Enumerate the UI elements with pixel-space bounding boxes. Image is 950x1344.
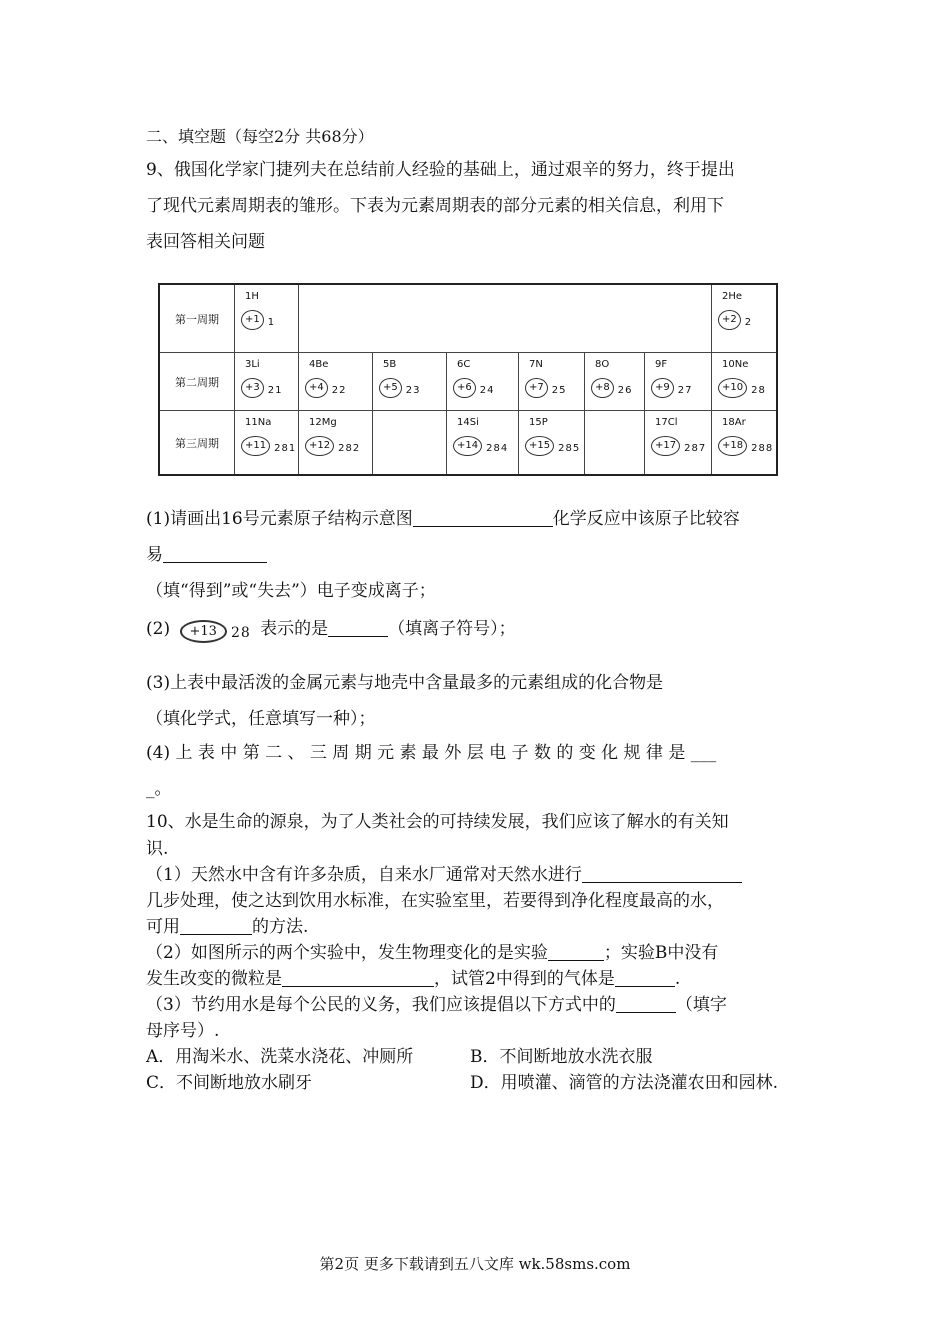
- element-label: 15P: [529, 417, 548, 428]
- atom-diagram: +18 288: [718, 433, 773, 459]
- element-label: 11Na: [245, 417, 272, 428]
- element-cell-Li: [235, 353, 299, 411]
- q9-part3-line2: （填化学式，任意填写一种）；: [146, 709, 376, 729]
- row-label-period1: 第一周期: [160, 285, 235, 353]
- answer-blank[interactable]: [413, 510, 553, 527]
- q10-part2-line2: 发生改变的微粒是 ，试管2中得到的气体是 .: [146, 969, 681, 989]
- answer-blank[interactable]: [163, 546, 267, 563]
- q9-line3: 表回答相关问题: [146, 232, 265, 252]
- element-cell-Ne: [712, 353, 776, 411]
- element-cell-Be: [299, 353, 373, 411]
- q9-line1: 9、俄国化学家门捷列夫在总结前人经验的基础上，通过艰辛的努力，终于提出: [146, 160, 735, 180]
- element-cell-B: [373, 353, 447, 411]
- element-cell-Cl: [645, 411, 712, 474]
- element-cell-P: [519, 411, 585, 474]
- element-label: 9F: [655, 359, 668, 370]
- atom-diagram: +5 23: [379, 375, 420, 401]
- option-b: B．不间断地放水洗衣服: [470, 1047, 653, 1067]
- answer-blank[interactable]: [582, 866, 742, 883]
- q10-line1: 10、水是生命的源泉，为了人类社会的可持续发展，我们应该了解水的有关知: [146, 812, 729, 832]
- answer-blank[interactable]: [180, 918, 252, 935]
- answer-blank[interactable]: [548, 944, 604, 961]
- q9-part4-line: (4) 上 表 中 第 二 、 三 周 期 元 素 最 外 层 电 子 数 的 变 化 规 律 是 ___: [146, 743, 717, 763]
- atom-diagram: +1 1: [241, 307, 275, 333]
- element-label: 1H: [245, 291, 259, 302]
- element-label: 18Ar: [722, 417, 746, 428]
- q9-part1-line3: （填“得到”或“失去”）电子变成离子；: [146, 581, 436, 601]
- atom-diagram: +8 26: [591, 375, 632, 401]
- element-cell-C: [447, 353, 519, 411]
- q10-part3-line2: 母序号）.: [146, 1021, 220, 1041]
- element-label: 17Cl: [655, 417, 678, 428]
- q10-part1-line2: 几步处理，使之达到饮用水标准，在实验室里，若要得到净化程度最高的水，: [146, 891, 724, 911]
- q10-part1-line3: 可用 的方法.: [146, 917, 309, 937]
- empty-cell: [585, 411, 645, 474]
- atom-diagram: +12 282: [305, 433, 360, 459]
- atom-diagram: +4 22: [305, 375, 346, 401]
- page-footer: 第2页 更多下载请到五八文库 wk.58sms.com: [319, 1255, 631, 1273]
- element-cell-O: [585, 353, 645, 411]
- element-label: 2He: [722, 291, 743, 302]
- q9-part4-line2: _。: [146, 779, 172, 799]
- element-cell-H: [235, 285, 299, 353]
- element-label: 10Ne: [722, 359, 749, 370]
- atom-diagram: +9 27: [651, 375, 692, 401]
- ion-structure-diagram: +13 28: [180, 620, 251, 640]
- atom-diagram: +11 281: [241, 433, 296, 459]
- element-label: 6C: [457, 359, 471, 370]
- row-label-period3: 第三周期: [160, 411, 235, 474]
- option-a: A．用淘米水、洗菜水浇花、冲厕所: [146, 1047, 414, 1067]
- element-cell-Si: [447, 411, 519, 474]
- atom-diagram: +15 285: [525, 433, 580, 459]
- element-cell-He: [712, 285, 776, 353]
- q10-part3-line: （3）节约用水是每个公民的义务，我们应该提倡以下方式中的 （填字: [146, 995, 727, 1015]
- option-c: C．不间断地放水刷牙: [146, 1073, 313, 1093]
- element-cell-Na: [235, 411, 299, 474]
- atom-diagram: +2 2: [718, 307, 752, 333]
- element-label: 7N: [529, 359, 543, 370]
- atom-diagram: +14 284: [453, 433, 508, 459]
- empty-cell: [299, 285, 712, 353]
- element-label: 4Be: [309, 359, 329, 370]
- answer-blank[interactable]: [616, 996, 676, 1013]
- atom-diagram: +17 287: [651, 433, 706, 459]
- q10-line2: 识.: [146, 839, 169, 859]
- row-label-period2: 第二周期: [160, 353, 235, 411]
- answer-blank[interactable]: [328, 620, 388, 637]
- element-label: 14Si: [457, 417, 479, 428]
- answer-blank[interactable]: [615, 970, 675, 987]
- empty-cell: [373, 411, 447, 474]
- section-title: 二、填空题（每空2分 共68分）: [146, 127, 374, 146]
- answer-blank[interactable]: [282, 970, 434, 987]
- atom-diagram: +6 24: [453, 375, 494, 401]
- element-cell-Ar: [712, 411, 776, 474]
- element-label: 8O: [595, 359, 610, 370]
- option-d: D．用喷灌、滴管的方法浇灌农田和园林.: [470, 1073, 779, 1093]
- q10-part2-line: （2）如图所示的两个实验中，发生物理变化的是实验 ；实验B中没有: [146, 943, 719, 963]
- q9-part2-line: (2) +13 28 表示的是 （填离子符号）；: [146, 619, 516, 641]
- atom-diagram: +10 28: [718, 375, 766, 401]
- element-label: 3Li: [245, 359, 260, 370]
- q9-part3-line: (3)上表中最活泼的金属元素与地壳中含量最多的元素组成的化合物是: [146, 673, 664, 693]
- q10-part1-line: （1）天然水中含有许多杂质，自来水厂通常对天然水进行: [146, 860, 742, 885]
- element-cell-Mg: [299, 411, 373, 474]
- q9-line2: 了现代元素周期表的雏形。下表为元素周期表的部分元素的相关信息，利用下: [146, 196, 724, 216]
- element-label: 12Mg: [309, 417, 337, 428]
- element-cell-N: [519, 353, 585, 411]
- q9-part1-line: (1)请画出16号元素原子结构示意图 化学反应中该原子比较容: [146, 509, 740, 529]
- periodic-table: [158, 283, 778, 476]
- q9-part1-line2: 易: [146, 540, 267, 565]
- element-cell-F: [645, 353, 712, 411]
- element-label: 5B: [383, 359, 397, 370]
- atom-diagram: +3 21: [241, 375, 282, 401]
- atom-diagram: +7 25: [525, 375, 566, 401]
